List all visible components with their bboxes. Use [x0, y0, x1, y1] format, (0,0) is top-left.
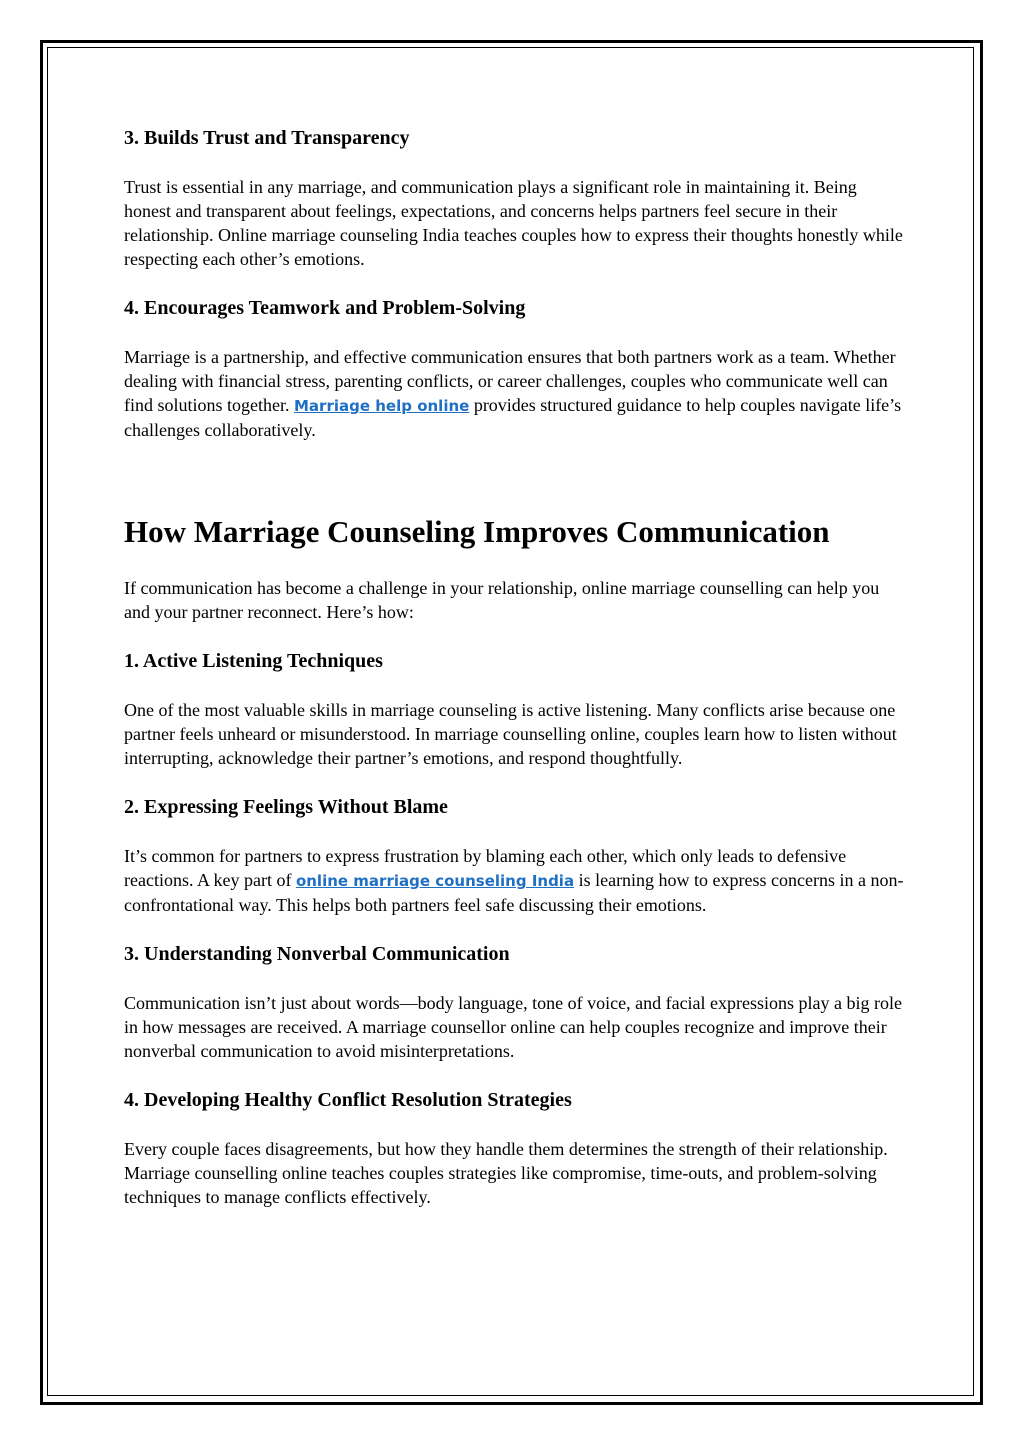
document-content — [124, 125, 904, 1209]
text-after-link: provides structured guidance to help couples navigate life’s challenges collaboratively. — [124, 395, 902, 440]
section-heading-nonverbal: 3. Understanding Nonverbal Communication — [124, 943, 510, 965]
section-paragraph-trust: Trust is essential in any marriage, and communication plays a significant role in maintaining it. Being honest and transparent about feelings, expectations, and concerns helps partners feel secure in their relationship. Online marriage counseling India teaches couples how to express their thoughts honestly while respecting each other’s emotions. — [124, 177, 903, 269]
text-before-link: It’s common for partners to express frustration by blaming each other, which only leads to defensive reactions. A key part of — [124, 846, 847, 890]
intro-paragraph: If communication has become a challenge in your relationship, online marriage counselling can help you and your partner reconnect. Here’s how: — [124, 578, 880, 622]
online-marriage-counseling-india-link[interactable]: online marriage counseling India — [295, 872, 575, 890]
section-paragraph-nonverbal: Communication isn’t just about words—body language, tone of voice, and facial expressions play a big role in how messages are received. A marriage counsellor online can help couples recognize and improve their nonverbal communication to avoid misinterpretations. — [124, 993, 902, 1061]
text-after-link: is learning how to express concerns in a non-confrontational way. This helps both partners feel safe discussing their emotions. — [124, 870, 904, 915]
section-heading-expressing-feelings: 2. Expressing Feelings Without Blame — [124, 796, 448, 818]
text-before-link: Marriage is a partnership, and effective communication ensures that both partners work as a team. Whether dealing with financial stress, parenting conflicts, or career challenges, couples who communicate well can find solutions together. — [124, 347, 896, 415]
section-paragraph-expressing-feelings — [124, 844, 904, 917]
section-heading-teamwork: 4. Encourages Teamwork and Problem-Solving — [124, 297, 526, 319]
section-paragraph-teamwork — [124, 345, 904, 442]
section-paragraph-conflict-resolution: Every couple faces disagreements, but how they handle them determines the strength of their relationship. Marriage counselling online teaches couples strategies like compromise, time-outs, and problem-solving techniques to manage conflicts effectively. — [124, 1139, 888, 1207]
main-heading: How Marriage Counseling Improves Communication — [124, 514, 830, 549]
section-heading-active-listening: 1. Active Listening Techniques — [124, 650, 383, 672]
section-heading-conflict-resolution: 4. Developing Healthy Conflict Resolution Strategies — [124, 1089, 572, 1111]
section-heading-trust: 3. Builds Trust and Transparency — [124, 127, 410, 149]
section-paragraph-active-listening: One of the most valuable skills in marriage counseling is active listening. Many conflicts arise because one partner feels unheard or misunderstood. In marriage counselling online, couples learn how to listen without interrupting, acknowledge their partner’s emotions, and respond thoughtfully. — [124, 700, 897, 768]
marriage-help-online-link[interactable]: Marriage help online — [294, 397, 470, 415]
